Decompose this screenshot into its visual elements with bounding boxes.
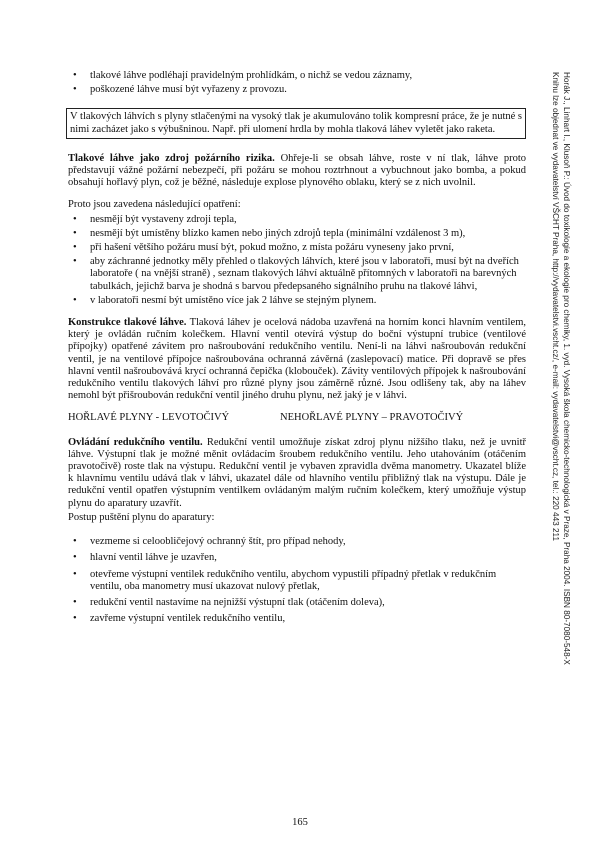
- list-item: • zavřeme výstupní ventilek redukčního ventilu,: [68, 613, 526, 625]
- construction-text: Tlaková láhev je ocelová nádoba uzavřená na horním konci hlavním ventilem, který je ovládán ručním kolečkem. Hlavní ventil otevírá výstup do boční výstupní trubice (ventilové přípojky) opatřené závitem pro našroubování redukčního ventilu. Není-li na láhvi našroubován redukční ventil, je na ventilové přípojce našroubována ochranná závěrná (zaslepovací) matice. Při dopravě se přes hlavní ventil našroubovává krycí ochranná čepička (klobouček). Závity ventilových přípojek k našroubování redukčního ventilu tlakových láhví pro různé plyny jsou záměrně různé. Jsou odlišeny tak, aby na láhev nemohl být přišroubován redukční ventil jiného druhu plynu, než jaký je v láhvi.: [68, 317, 526, 402]
- ordering-line: Knihu lze objednat ve vydavatelství VŠCHT Praha, http://vydavatelstvi.vscht.cz/, e-mail: vydavatelstvi@vscht.cz, tel.: 220 443 211: [551, 72, 560, 542]
- procedure-intro: Postup puštění plynu do aparatury:: [68, 511, 215, 523]
- reducer-text: Redukční ventil umožňuje získat zdroj plynu nižšího tlaku, než je uvnitř láhve. Výstupní tlak je možné měnit ovládacím šroubem redukčního ventilu. Jeho utahováním (otáčením pravotočivě) roste tlak na výstupu. Redukční ventil je vybaven zpravidla dvěma manometry. Ukazatel blíže k hlavnímu ventilu udává tlak v láhvi, ukazatel dále od hlavního ventilu přibližný tlak na výstupu. Dále je redukční ventil opatřen výstupním ventilkem ovládaným malým ručním kolečkem, který umožňuje výstup plynu do aparatury uzavřít.: [68, 436, 526, 509]
- construction-heading: Konstrukce tlakové láhve.: [68, 317, 187, 329]
- list-item: • při hašení většího požáru musí být, pokud možno, z místa požáru vyneseny jako první,: [68, 242, 526, 254]
- top-bullet-list: [68, 70, 526, 96]
- measures-list: [68, 214, 526, 307]
- fire-risk-text: Ohřeje-li se obsah láhve, roste v ní tlak, láhve proto představují vážné požární nebezpečí, při požáru se mohou roztrhnout a vybuchnout jako bomba, a pokud obsahují hořlavý plyn, což je běžné, následuje explose plynového oblaku, který se z nich uvolnil.: [68, 152, 526, 189]
- list-item: • hlavní ventil láhve je uzavřen,: [68, 552, 526, 564]
- flammable-thread-label: HOŘLAVÉ PLYNY - LEVOTOČIVÝ: [68, 412, 230, 424]
- fire-risk-paragraph: [68, 153, 526, 190]
- list-item: • nesmějí být vystaveny zdroji tepla,: [68, 214, 526, 226]
- list-item: • poškozené láhve musí být vyřazeny z provozu.: [68, 84, 526, 96]
- boxed-note: V tlakových láhvích s plyny stlačenými na vysoký tlak je akumulováno tolik kompresní práce, že je nutné s nimi zacházet jako s výbušninou. Např. při ulomení hrdla by mohla tlaková láhev vyletět jako raketa.: [66, 108, 526, 138]
- citation-line: Horák J., Linhart I., Klusoň P.: Úvod do toxikologie a ekologie pro chemiky, 1. vyd. Vysoká škola chemicko-technologická v Praze, Praha 2004. ISBN 80-7080-548-X: [562, 72, 571, 665]
- nonflammable-thread-label: NEHOŘLAVÉ PLYNY – PRAVOTOČIVÝ: [280, 412, 464, 424]
- list-item: • vezmeme si celoobličejový ochranný štít, pro případ nehody,: [68, 536, 526, 548]
- reducer-paragraph: [68, 437, 526, 510]
- list-item: • otevřeme výstupní ventilek redukčního ventilu, abychom vypustili případný přetlak v redukčním ventilu, oba manometry musí ukazovat nulový přetlak,: [68, 569, 526, 593]
- list-item: • aby záchranné jednotky měly přehled o tlakových láhvích, které jsou v laboratoři, musí být na dveřích laboratoře ( na vnější straně) , seznam tlakových láhví aktuálně přítomných v laboratoři na barevných tabulkách, jejichž barva je shodná s barvou předepsaného signálního pruhu na tlakové láhvi,: [68, 256, 526, 293]
- thread-types-row: [68, 412, 526, 424]
- page-number: 165: [292, 817, 308, 828]
- list-item: • tlakové láhve podléhají pravidelným prohlídkám, o nichž se vedou záznamy,: [68, 70, 526, 82]
- list-item: • v laboratoři nesmí být umístěno více jak 2 láhve se stejným plynem.: [68, 295, 526, 307]
- side-citation: [550, 72, 572, 665]
- construction-paragraph: [68, 317, 526, 402]
- reducer-heading: Ovládání redukčního ventilu.: [68, 436, 203, 448]
- fire-risk-heading: Tlakové láhve jako zdroj požárního rizika.: [68, 152, 275, 164]
- list-item: • nesmějí být umístěny blízko kamen nebo jiných zdrojů tepla (minimální vzdálenost 3 m),: [68, 228, 526, 240]
- list-item: • redukční ventil nastavíme na nejnižší výstupní tlak (otáčením doleva),: [68, 597, 526, 609]
- procedure-list: [68, 536, 526, 625]
- document-body: [68, 70, 526, 629]
- measures-intro: Proto jsou zavedena následující opatření:: [68, 199, 241, 211]
